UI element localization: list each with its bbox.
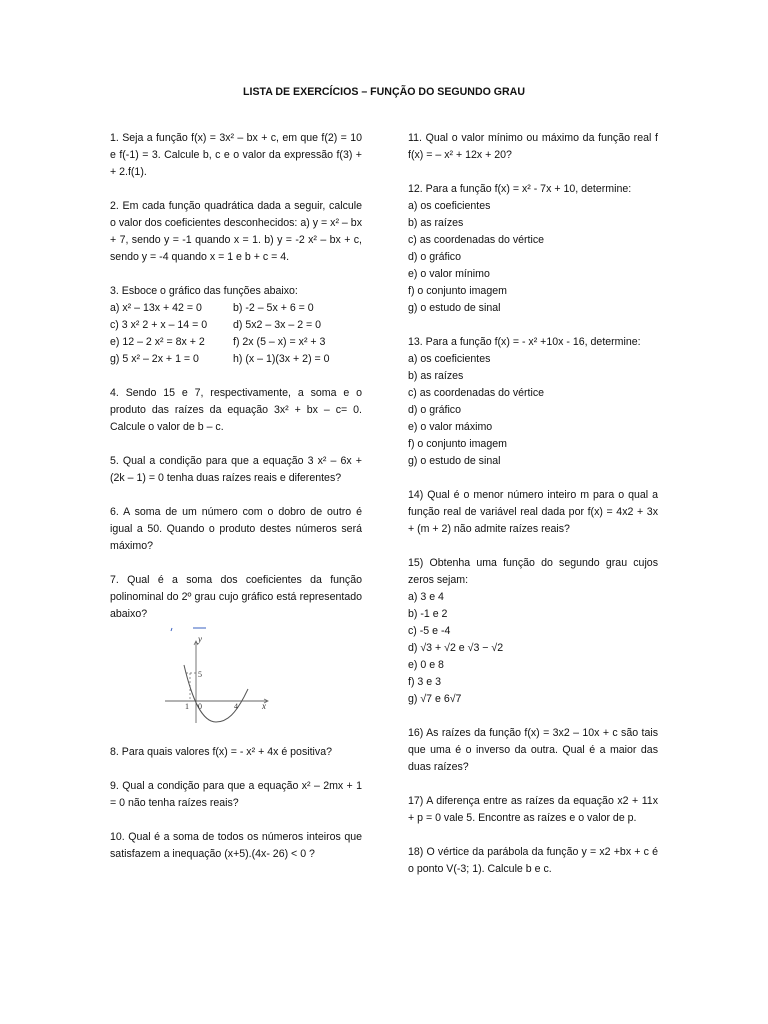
option: b) as raízes [408, 370, 464, 382]
option: c) as coordenadas do vértice [408, 387, 545, 399]
parabola-curve [184, 665, 248, 722]
option: c) -5 e -4 [408, 625, 451, 637]
x-axis-label: x [262, 701, 266, 711]
y-axis-label: y [198, 634, 202, 644]
question-15 [408, 555, 658, 708]
option: c) 3 x² 2 + x – 14 = 0 [110, 319, 208, 331]
page-title: LISTA DE EXERCÍCIOS – FUNÇÃO DO SEGUNDO GRAU [243, 86, 525, 98]
option: d) o gráfico [408, 404, 461, 416]
option: h) (x – 1)(3x + 2) = 0 [233, 353, 330, 365]
question-3-options [110, 300, 362, 368]
option: a) 3 e 4 [408, 591, 444, 603]
question-8: 8. Para quais valores f(x) = - x² + 4x é positiva? [110, 746, 332, 758]
option: b) -1 e 2 [408, 608, 448, 620]
option: g) 5 x² – 2x + 1 = 0 [110, 353, 199, 365]
option: b) -2 – 5x + 6 = 0 [233, 302, 314, 314]
graph-label-0: 0 [198, 702, 202, 711]
graph-label-1: 1 [185, 702, 189, 711]
option: g) o estudo de sinal [408, 455, 501, 467]
question-13 [408, 334, 658, 470]
option: e) o valor máximo [408, 421, 493, 433]
option: g) √7 e 6√7 [408, 693, 462, 705]
option: f) 3 e 3 [408, 676, 441, 688]
question-6: 6. A soma de um número com o dobro de outro é igual a 50. Quando o produto destes números será máximo? [110, 506, 362, 552]
question-3 [110, 283, 362, 368]
option: f) o conjunto imagem [408, 285, 507, 297]
question-4: 4. Sendo 15 e 7, respectivamente, a soma e o produto das raízes da equação 3x² + bx – c= 0. Calcule o valor de b – c. [110, 387, 362, 433]
option: a) os coeficientes [408, 353, 491, 365]
question-10: 10. Qual é a soma de todos os números inteiros que satisfazem a inequação (x+5).(4x- 26) < 0 ? [110, 831, 362, 860]
question-18: 18) O vértice da parábola da função y = x2 +bx + c é o ponto V(-3; 1). Calcule b e c. [408, 846, 658, 875]
right-column [408, 130, 658, 895]
question-12 [408, 181, 658, 317]
option: a) os coeficientes [408, 200, 491, 212]
question-3-text: 3. Esboce o gráfico das funções abaixo: [110, 285, 298, 297]
option: c) as coordenadas do vértice [408, 234, 545, 246]
question-11: 11. Qual o valor mínimo ou máximo da função real f f(x) = – x² + 12x + 20? [408, 132, 658, 161]
graph-label-4: 4 [234, 702, 238, 711]
option: a) x² – 13x + 42 = 0 [110, 302, 202, 314]
question-17: 17) A diferença entre as raízes da equação x2 + 11x + p = 0 vale 5. Encontre as raízes e o valor de p. [408, 795, 658, 824]
option: d) √3 + √2 e √3 − √2 [408, 642, 504, 654]
question-14: 14) Qual é o menor número inteiro m para o qual a função real de variável real dada por f(x) = 4x2 + 3x + (m + 2) não admite raízes reais? [408, 489, 658, 535]
option: e) 12 – 2 x² = 8x + 2 [110, 336, 205, 348]
left-column [110, 130, 362, 880]
option: f) 2x (5 – x) = x² + 3 [233, 336, 326, 348]
question-2: 2. Em cada função quadrática dada a seguir, calcule o valor dos coeficientes desconhecidos: a) y = x² – bx + 7, sendo y = -1 quando x = 1. b) y = -2 x² – bx + c, sendo y = -4 quando x = 1 e b + c = 4. [110, 200, 362, 263]
option: e) o valor mínimo [408, 268, 490, 280]
question-15-text: 15) Obtenha uma função do segundo grau cujos zeros sejam: [408, 557, 658, 586]
option: g) o estudo de sinal [408, 302, 501, 314]
question-7: 7. Qual é a soma dos coeficientes da função polinominal do 2º grau cujo gráfico está representado abaixo? y x 5 1 0 4 [110, 572, 362, 727]
graph-mark [171, 628, 172, 631]
option: d) 5x2 – 3x – 2 = 0 [233, 319, 322, 331]
question-16: 16) As raízes da função f(x) = 3x2 – 10x + c são tais que uma é o inverso da outra. Qual é a maior das duas raízes? [408, 727, 658, 773]
question-9: 9. Qual a condição para que a equação x² – 2mx + 1 = 0 não tenha raízes reais? [110, 780, 362, 809]
parabola-graph [110, 627, 270, 727]
option: e) 0 e 8 [408, 659, 444, 671]
question-5: 5. Qual a condição para que a equação 3 x² – 6x + (2k – 1) = 0 tenha duas raízes reais e diferentes? [110, 455, 362, 484]
option: b) as raízes [408, 217, 464, 229]
question-13-text: 13. Para a função f(x) = - x² +10x - 16, determine: [408, 336, 641, 348]
graph-label-5: 5 [198, 670, 202, 679]
question-1: 1. Seja a função f(x) = 3x² – bx + c, em que f(2) = 10 e f(-1) = 3. Calcule b, c e o valor da expressão f(3) + + 2.f(1). [110, 132, 362, 178]
option: f) o conjunto imagem [408, 438, 507, 450]
question-12-text: 12. Para a função f(x) = x² - 7x + 10, determine: [408, 183, 632, 195]
option: d) o gráfico [408, 251, 461, 263]
